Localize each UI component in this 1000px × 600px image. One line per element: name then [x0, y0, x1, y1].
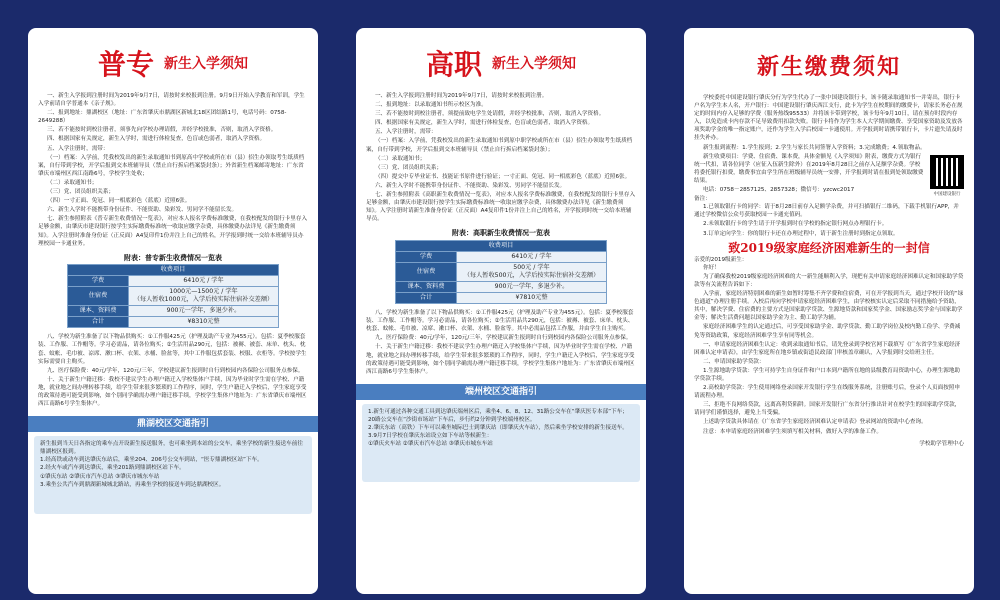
paragraph: （一）档案：入学前，凭我校发出的新生录取通知书到原高中学校或所在市（县）招生办领取考生纸质档案，自行带到学校，开学后报到交本班辅导员（禁止自行拆启档案袋封条）；外省新生档案邮寄地址：广东省肇庆市端州区西江南路6号，学校学生处收；	[38, 154, 305, 177]
paragraph: 二、报到地址：鼎湖校区（地址：广东省肇庆市鼎湖区新城北18区团结路1号，电话号码：0758-2649288）	[38, 110, 287, 125]
table-header: 收费项目	[396, 240, 607, 251]
note-item: 2.未领取银行卡的学生请于开学报到时在学校的指定银行网点办理银行卡。	[702, 221, 888, 228]
paragraph: （二）录取通知书；	[374, 155, 426, 162]
letter-signature: 学校助学管理中心	[919, 440, 964, 447]
panel-subtitle: 新生入学须知	[492, 56, 576, 72]
fee-value: 900元一学年，多退少补。	[129, 306, 279, 317]
paragraph: 九、医疗保险费：40元/学年，120元/三年，学校建议新生报到时自行到校园内各保险公司服务点参保。	[374, 335, 632, 342]
paragraph: 八、学校为新生准备了以下物品供购买：①工作服425元（护理及助产专业为455元）。包括：夏季校服套装、工作服、工作帽等。学习必需品，请各位购买；②生活用品共290元，包括：被褥、被套、床单、枕头、枕套、蚊帐、毛巾被、凉席、漱口杯、衣架、水桶、脸盆等。其中必需品包括工作服，并由学生自主购买。	[366, 310, 634, 333]
panel-header	[684, 36, 974, 94]
paragraph: 三、若不能按时到校注册者，须提前致电学生处请假，并经学校批准，否则，取消入学资格。	[374, 111, 605, 118]
paragraph: 八、学校为新生准备了以下物品供购买：①工作服425元（护理及助产专业为455元）。包括：夏季校服套装、工作服、工作帽等。学习必需品，请各位购买；②生活用品290元，包括：被褥、被套、床单、枕头、枕套、蚊帐、毛巾被、凉席、漱口杯、衣架、水桶、脸盆等，其中工作服包括套装、校服、衣柜等。学校按学生实际需要自主购买。	[38, 334, 307, 365]
paragraph: （二）录取通知书；	[46, 179, 98, 186]
table-row	[68, 306, 279, 317]
paragraph: （四）提交中专毕业证书、技能证书原件进行验证；一寸正面、免冠、同一相底彩色（蓝底）近照6张。	[374, 173, 631, 180]
fee-item: 课本、资料费	[396, 281, 457, 292]
qr-code-label: 中国建设银行	[933, 191, 961, 197]
letter-paragraph: 三、拒绝不良网络贷款，远离高利贷陷阱。国家开发银行广东省分行推出针对在校学生的国家助学贷款，请同学们谨慎选择，避免上当受骗。	[694, 402, 961, 417]
paragraph: 二、报到地址：以录取通知书所示校区为准。	[374, 102, 487, 109]
panel-header	[356, 34, 646, 92]
letter-paragraph: 1.生源地助学贷款：学生可持学生自身证件和户口本到户籍所在地的县级教育局资助中心，办理生源地助学贷款手续。	[694, 367, 961, 382]
letter-paragraph: 二、申请国家助学贷款：	[702, 358, 765, 365]
notice-body	[356, 92, 646, 376]
letter-paragraph: 你好！	[702, 264, 720, 271]
letter-title: 致2019级家庭经济困难新生的一封信	[728, 240, 930, 255]
paragraph: （三）党、团员组织关系；	[46, 189, 115, 196]
traffic-guide	[34, 436, 312, 514]
traffic-line: ①肇庆火车站 ②肇庆市汽车总站 ③肇庆市城东车站	[368, 441, 493, 448]
traffic-line: 2.肇庆东站（高铁）下车可以乘坐城际巴士到肇庆站（即肇庆火车站），然后乘坐学校安排的新生接送车。	[368, 425, 628, 431]
fee-table	[395, 240, 607, 305]
paragraph: （四）一寸正面、免冠、同一相底彩色（蓝底）近照6张。	[46, 198, 191, 205]
fee-value: 900元一学年，多退少补。	[457, 281, 607, 292]
paragraph: 五、入学注册时，需带：	[46, 145, 109, 152]
panel-subtitle: 新生入学须知	[164, 56, 248, 72]
note-item: 3.订单定向学生：你的银行卡还在办理过程中，请于新生注册时到指定点领取。	[702, 230, 899, 237]
table-row	[396, 262, 607, 281]
fee-item: 合计	[396, 292, 457, 303]
paragraph: 五、入学注册时，需带：	[374, 129, 437, 136]
fee-table	[67, 264, 279, 329]
table-header: 收费项目	[68, 264, 279, 275]
paragraph: 三、若不能按时到校注册者，须事先向学校办理请假，并经学校批准，否则，取消入学资格。	[46, 127, 277, 134]
fee-notice-panel	[684, 28, 974, 594]
letter-paragraph: 2.高校助学贷款：学生使用网络登录国家开发银行学生在线服务系统，注册账号后，登录个人页面按照申请流程办理。	[694, 385, 961, 400]
traffic-section-title: 鼎湖校区交通指引	[28, 416, 318, 432]
traffic-line: 2.经火车或汽车到达肇庆，乘坐201路到鼎湖校区站下车。	[40, 465, 185, 472]
table-title: 附表：普专新生收费情况一览表	[124, 253, 222, 262]
table-row	[68, 317, 279, 328]
paragraph: 一、新生入学报到注册时间为2019年9月7日，请按时来校报到注册。9月9日开始入学教育和军训，学生入学前请自学普通本《亲子规》。	[38, 93, 305, 108]
traffic-guide	[362, 404, 640, 482]
table-row	[68, 286, 279, 305]
paragraph: 十、关于新生户籍迁移：我校不建议学生办理户籍迁入学校集体户手续，因为毕业时学生需在学校、户籍地，就业地之间办理转移手续，给学生带来很多繁琐的工作程序，同时，学生户籍迁入学校后，学生家庭享受的政策待遇可能受到影响，如个别同学确需办理户籍迁移手续，学校学生集体户地址为：广东省肇庆市端州区西江南路6号学生集体户。	[38, 376, 307, 408]
fee-value: 500元 / 学年 （每人暂收500元，入学后按实际住宿补交差额）	[457, 262, 607, 281]
letter-paragraph: 注意：本申请家庭经济困难学生须填写相关材料，做好入学的准备工作。	[702, 428, 882, 435]
traffic-line: 1.经高铁或动车到达肇庆东站后，乘坐204、206号公交车到站，“医专鼎湖校区站”下车。	[40, 457, 263, 464]
fee-item: 学费	[68, 275, 129, 286]
letter-paragraph: 上述助学贷款具体请在《广东省学生家庭经济困难认定申请表》登录网站的资助中心查询。	[702, 419, 927, 426]
panel-title: 高职	[425, 48, 482, 81]
paragraph: 四、根据国家有关规定，新生入学时，需进行体检复查，色盲或色弱者，取消入学资格。	[374, 120, 594, 127]
notice-panel-puzhuan	[28, 28, 318, 594]
panel-title: 新生缴费须知	[756, 53, 901, 80]
traffic-line: 1.新生可通过各种交通工具到达肇庆端州区后，乘坐4、6、8、12、31路公交车在“肇庆医专本部”下车；20路公交车在“沙街市场站”下车后，步行约2分钟到学校端州校区。	[368, 408, 628, 423]
paragraph: （三）党、团员组织关系；	[374, 164, 443, 171]
traffic-section-title: 端州校区交通指引	[356, 384, 646, 400]
letter-paragraph: 入学前，家庭经济特别困难的新生如暂时筹集不齐学费和住宿费，可在开学报到当天，通过学校开设的“绿色通道”办理注册手续。入校后再向学校申请家庭经济困难学生，由学校核实认定后采取不同措施给予资助，其中，解决学费、住宿费的主要方式是国家助学贷款、生源地贷款和国家奖学金、国家励志奖学金与国家助学金等；解决生活费问题以国家助学金为主、勤工助学为辅。	[694, 291, 964, 322]
letter-paragraph: 一、申请家庭经济困难生认定：收到录取通知书后，请先登录到学校官网下载填写《广东省学生家庭经济困难认定申请表》，由学生家庭所在地乡镇或街道民政部门审核盖章确认，入学报到时交给班主任。	[694, 341, 961, 356]
fee-value: 1000元—1500元 / 学年 （每人暂收1000元，入学后按实际住宿补交差额）	[129, 286, 279, 305]
letter-greeting: 亲爱的2019级新生：	[694, 256, 748, 263]
fee-item: 学费	[396, 251, 457, 262]
contact-info: 电话：0758－2857125、2857328；微信号：yzcwc2017	[702, 187, 855, 194]
notice-body	[684, 94, 974, 448]
paragraph: 六、新生入学时不能携带身份证件、不能资助、染彩发、男同学不能留长发。	[46, 207, 238, 214]
fee-item: 合计	[68, 317, 129, 328]
paragraph: 六、新生入学时不能携带身份证件、不能资助、染彩发、男同学不能留长发。	[374, 182, 566, 189]
traffic-line: 新生报到当天日各指定的乘车点开设新生接送服务，也可乘坐到本站的公交车，乘坐学校的新生接送车前往鼎湖校区报到。	[40, 441, 303, 456]
paragraph: 四、根据国家有关规定，新生入学时，需进行体检复查，色盲或色弱者，取消入学资格。	[46, 136, 266, 143]
letter-paragraph: 为了确保我校2019级家庭经济困难的大一新生能顺利入学，现把有关申请家庭经济困难认定和国家助学贷款等有关流程告诉如下：	[694, 273, 964, 288]
note-item: 1.已领取银行卡的同学：请于8月28日前存入足额学杂费，并可扫描银行二维码，下载手机银行APP，并通过学校微信公众号获取校园一卡通充值码。	[694, 204, 959, 219]
paragraph: （一）档案：入学前，凭我校发出的新生录取通知书到原中职学校或所在市（县）招生办领取考生纸质档案，自行带到学校，开学后报到交本班辅导员（禁止自行拆启档案袋封条）；	[366, 138, 633, 153]
fee-item: 住宿费	[396, 262, 457, 281]
fee-item: 课本、资料费	[68, 306, 129, 317]
paragraph: 学校委托中国建设银行肇庆分行为学生代办了一张中国建设银行卡，该卡随录取通知书一并寄出，银行卡户名为学生本人名，开户银行：中国建设银行肇庆西江支行，此卡为学生在校期间的缴费卡，请家长务必在规定的时间内存入足够的学费（服务热线95533）并将该卡带到学校，该卡每年9月10日，请在预存时段内存入，以免造成卡内存款不足导致费用扣款失败。银行卡将作为学生本人大学期间缴费、享受国家资助及发放各项奖助学金的唯一指定账户，还作为学生入学后校园一卡通使用。开学报到时请携带银行卡，卡片遗失请及时挂失补办。	[694, 95, 963, 142]
traffic-line: ①肇庆东站 ②肇庆市汽车总站 ③肇庆市城东车站	[40, 473, 160, 480]
notice-panel-gaozhi	[356, 28, 646, 594]
paragraph: 九、医疗保险费：40元/学年，120元/三年，学校建议新生报到时自行到校园内各保险公司服务点参保。	[46, 367, 304, 374]
panel-title: 普专	[97, 48, 154, 81]
paragraph: 七、新生参照附表《高职新生收费情况一览表》，对应本人报名学费标准缴费，在我校配发的银行卡里存入足够金额，由肇庆市建设银行按学生实际缴费标准统一收取应缴学杂费，具体缴费办法详见《新生缴费须知》。入学注册时请新生准备身份证（正反面）A4复印件1份并注上自己的姓名，开学报到时统一交给本班辅导员。	[366, 192, 636, 223]
traffic-line: 3.9月7日学校在肇庆东站设立如下车站等候新生：	[368, 433, 493, 440]
fee-item: 住宿费	[68, 286, 129, 305]
paragraph: 一、新生入学报到注册时间为2019年9月7日，请按时来校报到注册。	[374, 93, 548, 99]
letter-paragraph: 家庭经济困难学生的认定通过后，可享受国家助学金、助学贷款、勤工助学岗位及校内勤工俭学、学费减免等资助政策，家庭经济困难学生享有同等机会。	[694, 324, 961, 339]
table-row	[396, 281, 607, 292]
table-row	[396, 251, 607, 262]
fee-value: ¥7810元整	[457, 292, 607, 303]
table-row	[68, 275, 279, 286]
table-title: 附表：高职新生收费情况一览表	[452, 229, 550, 238]
notice-body	[28, 92, 318, 408]
paragraph: 新生报到流程：1.学生报到；2.学生与家长共同签署入学资料；3.完成缴费；4.领取物品。	[702, 144, 926, 151]
panel-header	[28, 34, 318, 92]
fee-value: 6410元 / 学年	[457, 251, 607, 262]
notes-title: 备注：	[694, 196, 711, 203]
traffic-line: 3.乘坐公共汽车到鼎湖新城城北路站，再乘坐学校的接送车到达鼎湖校区。	[40, 481, 225, 488]
paragraph: 七、新生参照附表《普专新生收费情况一览表》，对应本人报名学费标准缴费，在我校配发的银行卡里存入足够金额，由肇庆市建设银行按学生实际缴费标准统一收取应缴学杂费，具体缴费办法详见《新生缴费须知》。入学注册时准备身份证（正反面）A4复印件1份并注上自己的姓名，开学报到时统一交给本班辅导员办理校园一卡通业务。	[38, 216, 308, 247]
fee-value: 6410元 / 学年	[129, 275, 279, 286]
fee-value: ¥8310元整	[129, 317, 279, 328]
qr-code-icon[interactable]	[930, 155, 964, 189]
table-row	[396, 292, 607, 303]
paragraph: 新生收费项目：学费、住宿费、课本费，具体金额见《入学须知》附表，缴费方式为银行统一代扣，请各位同学（应征入伍新生除外）在2019年8月28日之前存入足额学杂费。学校将委托银行扣费，缴费事宜由学生所在班级辅导员统一安排，开学报到时请在报到处领取缴费结果。	[694, 153, 924, 184]
paragraph: 十、关于新生户籍迁移：我校不建议学生办理户籍迁入学校集体户手续，因为毕业时学生需在学校、户籍地，就业地之间办理转移手续，给学生带来很多繁琐的工作程序，同时，学生户籍迁入学校后，学生家庭享受的政策待遇可能受到影响，如个别同学确需办理户籍迁移手续，学校学生集体户地址为：广东省肇庆市端州区西江南路6号学生集体户。	[366, 344, 635, 375]
